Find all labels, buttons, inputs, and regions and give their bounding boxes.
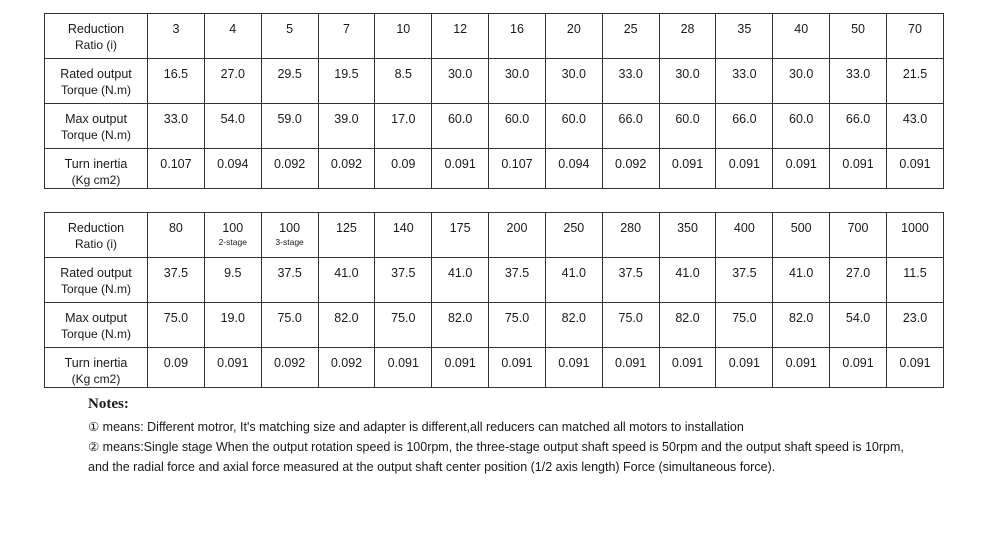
table-cell [148,149,205,189]
table-cell [602,258,659,303]
table-cell [602,303,659,348]
table-cell [602,348,659,388]
table-cell [830,213,887,258]
cell-value: 0.09 [163,356,189,370]
cell-value: 30.0 [675,67,700,81]
cell-value: 41.0 [789,266,814,280]
table-cell [545,303,602,348]
cell-value: 75.0 [277,311,302,325]
cell-value: 82.0 [561,311,586,325]
cell-value: 11.5 [903,266,927,280]
cell-value: 37.5 [504,266,530,280]
table-cell [375,59,432,104]
table-cell [489,104,546,149]
cell-value: 41.0 [334,266,359,280]
cell-value: 37.5 [163,266,189,280]
cell-value: 43.0 [902,112,928,126]
cell-value: 0.091 [387,356,419,370]
cell-value: 41.0 [447,266,473,280]
cell-value: 59.0 [277,112,302,126]
row-header-line: (Kg cm2) [71,173,121,187]
table-cell [716,149,773,189]
table-cell [489,149,546,189]
table-cell [830,303,887,348]
row-header-line: Rated output [60,67,132,81]
cell-value: 37.5 [732,266,757,280]
row-header-inertia [45,149,148,189]
cell-value: 0.092 [330,157,363,171]
row-header-max [45,104,148,149]
table-cell [716,104,773,149]
cell-value: 75.0 [391,311,416,325]
table-cell [318,348,375,388]
table-cell [659,149,716,189]
cell-value: 0.091 [671,356,704,370]
table-cell [773,104,830,149]
table-cell [886,348,943,388]
row-header-max [45,303,148,348]
table-cell [659,348,716,388]
table-cell [830,149,887,189]
table-cell [886,59,943,104]
table-cell [773,213,830,258]
cell-value: 3 [172,22,180,36]
table-cell [830,104,887,149]
note-1: ① means: Different motror, It's matching size and adapter is different,all reducers can matched all motors to installation [88,420,744,434]
table-cell [545,258,602,303]
stage-label: 2-stage [218,237,247,247]
spec-table-bottom [44,212,944,388]
table-cell [204,303,261,348]
table-cell [886,149,943,189]
table-cell [261,59,318,104]
cell-value: 0.091 [785,157,817,171]
table-cell [886,213,943,258]
cell-value: 27.0 [220,67,245,81]
table-cell [261,149,318,189]
table-row-inertia [45,149,944,189]
table-cell [659,303,716,348]
table-cell [886,14,943,59]
cell-value: 10 [396,22,411,36]
row-header-line: Ratio (i) [74,38,117,52]
row-header-line: Max output [65,311,127,325]
cell-value: 0.091 [728,356,760,370]
cell-value: 23.0 [902,311,928,325]
cell-value: 33.0 [163,112,189,126]
table-cell [489,258,546,303]
table-cell [773,149,830,189]
table-cell [489,348,546,388]
cell-value: 16.5 [163,67,189,81]
table-cell [602,149,659,189]
cell-value: 60.0 [789,112,814,126]
table-cell [602,104,659,149]
cell-value: 0.094 [217,157,249,171]
cell-value: 19.5 [334,67,359,81]
cell-value: 54.0 [845,311,871,325]
row-header-line: Torque (N.m) [60,83,131,97]
cell-value: 37.5 [618,266,643,280]
cell-value: 82.0 [334,311,359,325]
cell-value: 33.0 [845,67,871,81]
row-header-line: Ratio (i) [74,237,117,251]
cell-value: 0.094 [558,157,590,171]
table-cell [773,59,830,104]
cell-value: 21.5 [902,67,928,81]
cell-value: 27.0 [845,266,871,280]
cell-value: 75.0 [504,311,530,325]
table-cell [773,14,830,59]
cell-value: 0.091 [899,157,931,171]
cell-value: 37.5 [277,266,302,280]
cell-value: 0.092 [330,356,363,370]
table-cell [716,348,773,388]
table-cell [716,258,773,303]
cell-value: 28 [680,22,695,36]
row-header-inertia [45,348,148,388]
cell-value: 400 [733,221,755,235]
table-cell [659,213,716,258]
cell-value: 80 [168,221,183,235]
cell-value: 200 [506,221,528,235]
table-cell [886,104,943,149]
cell-value: 75.0 [732,311,757,325]
cell-value: 25 [623,22,638,36]
cell-value: 75.0 [618,311,643,325]
stage-label: 3-stage [275,237,304,247]
cell-value: 0.091 [501,356,533,370]
table-cell [716,59,773,104]
table-cell [375,303,432,348]
table-cell [773,303,830,348]
table-cell [545,348,602,388]
table-cell [886,258,943,303]
cell-value: 500 [790,221,812,235]
table-cell [545,59,602,104]
row-header-rated [45,59,148,104]
table-cell [148,213,205,258]
row-header-rated [45,258,148,303]
table-cell [659,258,716,303]
cell-value: 140 [392,221,414,235]
note-2: ② means:Single stage When the output rotation speed is 100rpm, the three-stage output shaft speed is 50rpm and the output shaft speed is 10rpm, and the radial force and axial force measured at the output shaft center position (1/2 axis length) Force (simultaneous force). [88,440,904,474]
table-row-rated [45,258,944,303]
table-cell [318,303,375,348]
table-cell [602,213,659,258]
table-cell [148,303,205,348]
cell-value: 0.091 [558,356,590,370]
table-cell [432,104,489,149]
cell-value: 0.092 [273,157,306,171]
table-row-rated [45,59,944,104]
table-cell [489,303,546,348]
cell-value: 0.091 [785,356,817,370]
table-cell [432,213,489,258]
cell-value: 0.091 [728,157,760,171]
cell-value: 30.0 [447,67,473,81]
row-header-ratio [45,14,148,59]
table-cell [545,14,602,59]
cell-value: 54.0 [220,112,245,126]
cell-value: 0.091 [444,356,476,370]
table-cell [148,104,205,149]
cell-value: 0.091 [842,157,874,171]
table-cell [261,303,318,348]
table-row-ratio [45,213,944,258]
table-cell [432,59,489,104]
table-cell [773,258,830,303]
cell-value: 16 [510,22,524,36]
cell-value: 0.092 [615,157,647,171]
cell-value: 41.0 [561,266,586,280]
table-cell [432,14,489,59]
table-cell [432,149,489,189]
row-header-line: Rated output [60,266,132,280]
cell-value: 66.0 [732,112,757,126]
cell-value: 39.0 [334,112,359,126]
table-cell [716,213,773,258]
cell-value: 0.091 [444,157,476,171]
cell-value: 60.0 [447,112,473,126]
table-cell [830,348,887,388]
cell-value: 30.0 [561,67,586,81]
table-cell [659,14,716,59]
cell-value: 0.107 [160,157,192,171]
cell-value: 37.5 [391,266,416,280]
cell-value: 0.091 [899,356,931,370]
table-cell [545,149,602,189]
row-header-line: Turn inertia [64,356,128,370]
table-cell [432,348,489,388]
cell-value: 250 [563,221,585,235]
table-cell [261,348,318,388]
cell-value: 66.0 [845,112,871,126]
row-header-line: Reduction [67,22,125,36]
table-cell [545,213,602,258]
cell-value: 0.091 [217,356,249,370]
cell-value: 82.0 [789,311,814,325]
table-cell [659,59,716,104]
table-cell [602,59,659,104]
cell-value: 60.0 [675,112,700,126]
table-cell [489,213,546,258]
row-header-line: Torque (N.m) [60,128,131,142]
row-header-line: Reduction [67,221,125,235]
cell-value: 33.0 [732,67,757,81]
row-header-line: Turn inertia [64,157,128,171]
cell-value: 40 [794,22,809,36]
table-cell [204,149,261,189]
table-cell [204,104,261,149]
cell-value: 8.5 [394,67,412,81]
cell-value: 17.0 [391,112,416,126]
table-cell [375,149,432,189]
table-cell [318,14,375,59]
cell-value: 82.0 [675,311,700,325]
cell-value: 30.0 [504,67,530,81]
cell-value: 125 [336,221,357,235]
cell-value: 19.0 [220,311,245,325]
table-cell [830,59,887,104]
cell-value: 100 [222,221,244,235]
table-row-inertia [45,348,944,388]
cell-value: 100 [279,221,301,235]
cell-value: 0.091 [615,356,647,370]
table-cell [716,303,773,348]
notes-section [88,396,908,477]
table-cell [773,348,830,388]
cell-value: 0.092 [273,356,306,370]
table-cell [261,213,318,258]
table-cell [545,104,602,149]
table-cell [148,59,205,104]
row-header-line: Max output [65,112,127,126]
cell-value: 700 [847,221,869,235]
table-cell [261,258,318,303]
cell-value: 9.5 [224,266,242,280]
table-cell [261,104,318,149]
cell-value: 75.0 [163,311,189,325]
table-cell [204,348,261,388]
table-row-ratio [45,14,944,59]
table-cell [204,14,261,59]
cell-value: 175 [449,221,471,235]
cell-value: 70 [908,22,922,36]
cell-value: 0.09 [391,157,416,171]
table-cell [148,348,205,388]
table-cell [375,348,432,388]
row-header-line: (Kg cm2) [71,372,121,386]
table-cell [148,258,205,303]
table-cell [318,213,375,258]
cell-value: 4 [229,22,237,36]
notes-title: Notes: [88,396,129,412]
table-cell [716,14,773,59]
cell-value: 60.0 [504,112,530,126]
table-cell [375,213,432,258]
cell-value: 82.0 [447,311,473,325]
cell-value: 0.091 [842,356,874,370]
cell-value: 0.091 [671,157,704,171]
table-cell [204,59,261,104]
table-cell [886,303,943,348]
table-cell [830,258,887,303]
cell-value: 50 [851,22,865,36]
cell-value: 30.0 [789,67,814,81]
table-cell [375,14,432,59]
cell-value: 66.0 [618,112,643,126]
cell-value: 20 [566,22,581,36]
row-header-line: Torque (N.m) [60,327,131,341]
cell-value: 0.107 [501,157,533,171]
cell-value: 35 [737,22,752,36]
cell-value: 33.0 [618,67,643,81]
table-cell [318,59,375,104]
cell-value: 5 [286,22,294,36]
cell-value: 60.0 [561,112,586,126]
table-cell [602,14,659,59]
cell-value: 12 [453,22,468,36]
table-cell [659,104,716,149]
cell-value: 41.0 [675,266,700,280]
cell-value: 1000 [901,221,929,235]
table-cell [375,258,432,303]
row-header-ratio [45,213,148,258]
table-cell [432,303,489,348]
table-cell [489,59,546,104]
spec-table-top [44,13,944,189]
table-cell [375,104,432,149]
table-cell [261,14,318,59]
table-cell [830,14,887,59]
table-row-max [45,303,944,348]
cell-value: 350 [677,221,698,235]
cell-value: 29.5 [277,67,302,81]
table-cell [432,258,489,303]
table-cell [318,149,375,189]
cell-value: 7 [342,22,350,36]
cell-value: 280 [620,221,642,235]
table-cell [148,14,205,59]
table-cell [204,213,261,258]
table-cell [318,104,375,149]
row-header-line: Torque (N.m) [60,282,131,296]
table-row-max [45,104,944,149]
table-cell [204,258,261,303]
table-cell [489,14,546,59]
table-cell [318,258,375,303]
